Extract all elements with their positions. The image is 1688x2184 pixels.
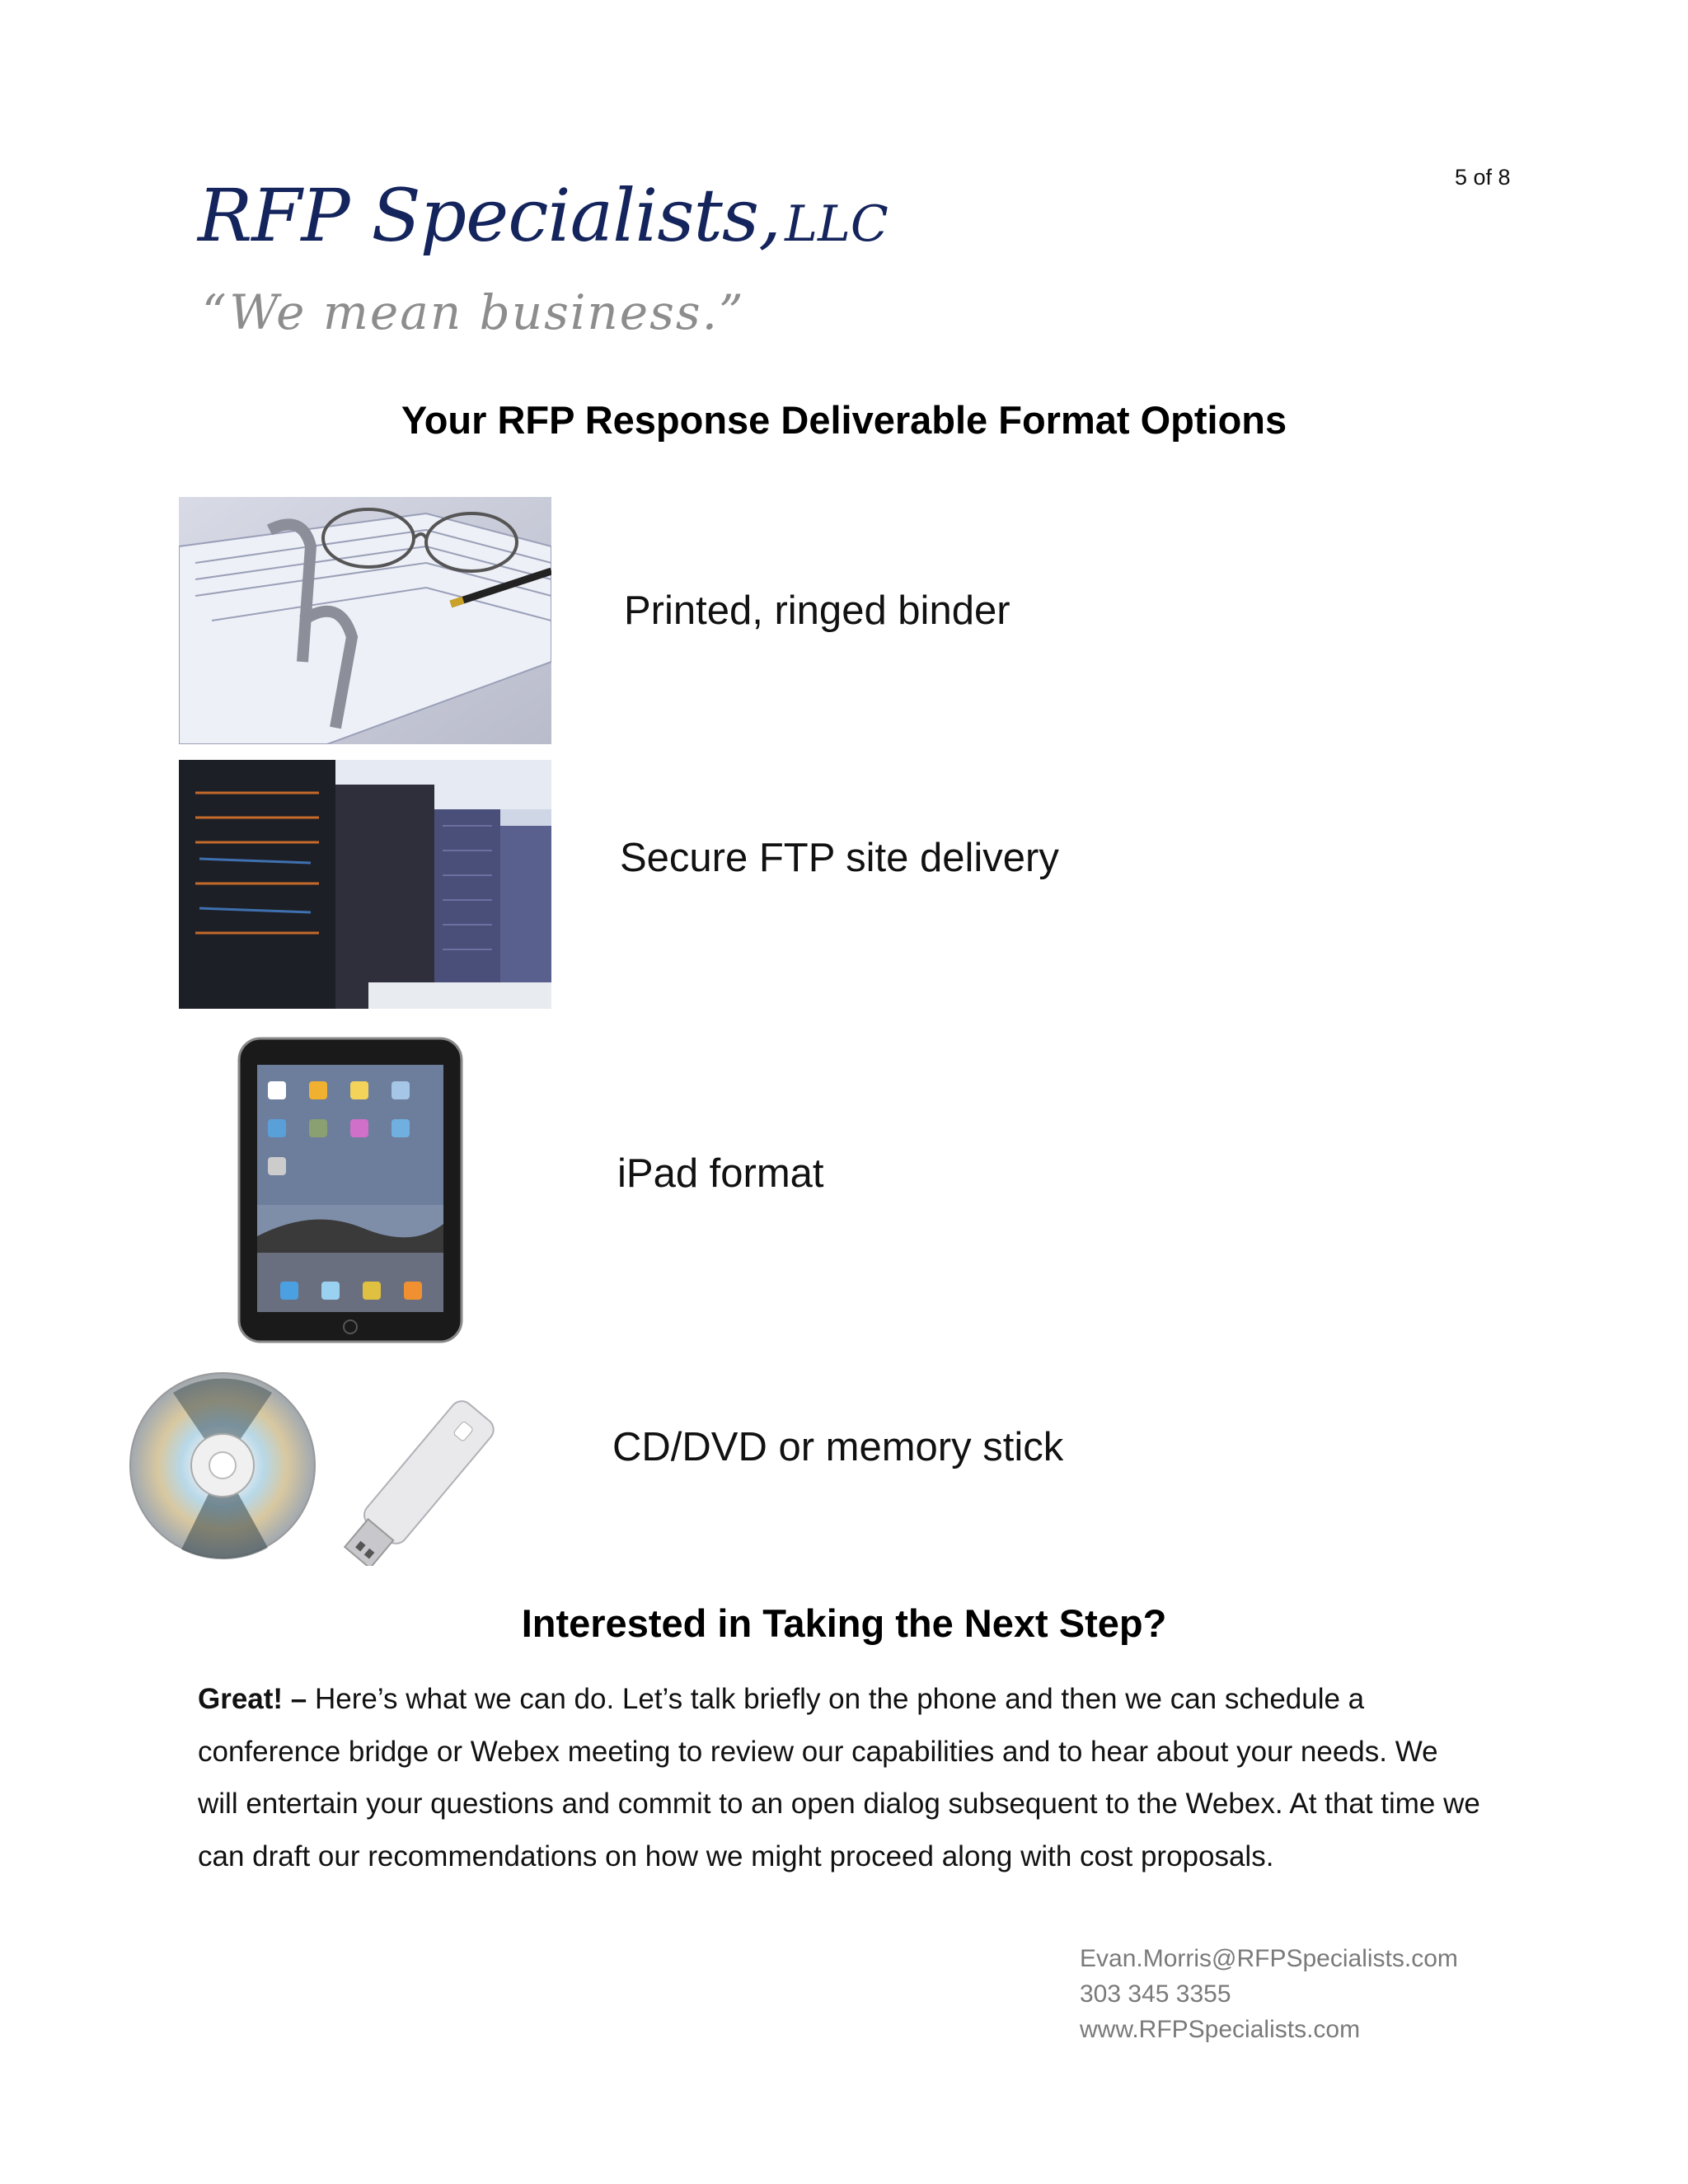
option-label-cd-usb: CD/DVD or memory stick <box>612 1425 1064 1469</box>
option-label-binder: Printed, ringed binder <box>624 588 1010 633</box>
ring-binder-photo <box>179 497 551 744</box>
option-label-ftp: Secure FTP site delivery <box>620 836 1059 880</box>
contact-phone: 303 345 3355 <box>1080 1980 1231 2008</box>
option-label-ipad: iPad format <box>617 1151 824 1196</box>
contact-email: Evan.Morris@RFPSpecialists.com <box>1080 1945 1458 1972</box>
brand-name: RFP Specialists, <box>198 173 781 258</box>
company-logo <box>198 173 889 258</box>
next-step-paragraph <box>198 1673 1484 1882</box>
next-step-body: Here’s what we can do. Let’s talk briefly on the phone and then we can schedule a conference bridge or Webex meeting to review our capabilities and to hear about your needs. We will entertain your questions and commit to an open dialog subsequent to the Webex. At that time we can draft our recommendations on how we might proceed along with cost proposals. <box>198 1683 1480 1872</box>
options-title: Your RFP Response Deliverable Format Options <box>401 398 1287 442</box>
next-step-title: Interested in Taking the Next Step? <box>521 1601 1167 1645</box>
next-step-lead: Great! – <box>198 1683 307 1715</box>
contact-website: www.RFPSpecialists.com <box>1080 2016 1361 2043</box>
brand-suffix: LLC <box>785 195 889 253</box>
cd-and-usb-stick-photo <box>124 1368 552 1566</box>
ipad-photo <box>198 1030 503 1360</box>
page-number: 5 of 8 <box>1455 165 1511 190</box>
tagline: “We mean business.” <box>202 284 745 340</box>
contact-block <box>1080 1941 1458 2047</box>
server-room-photo <box>179 760 551 1009</box>
